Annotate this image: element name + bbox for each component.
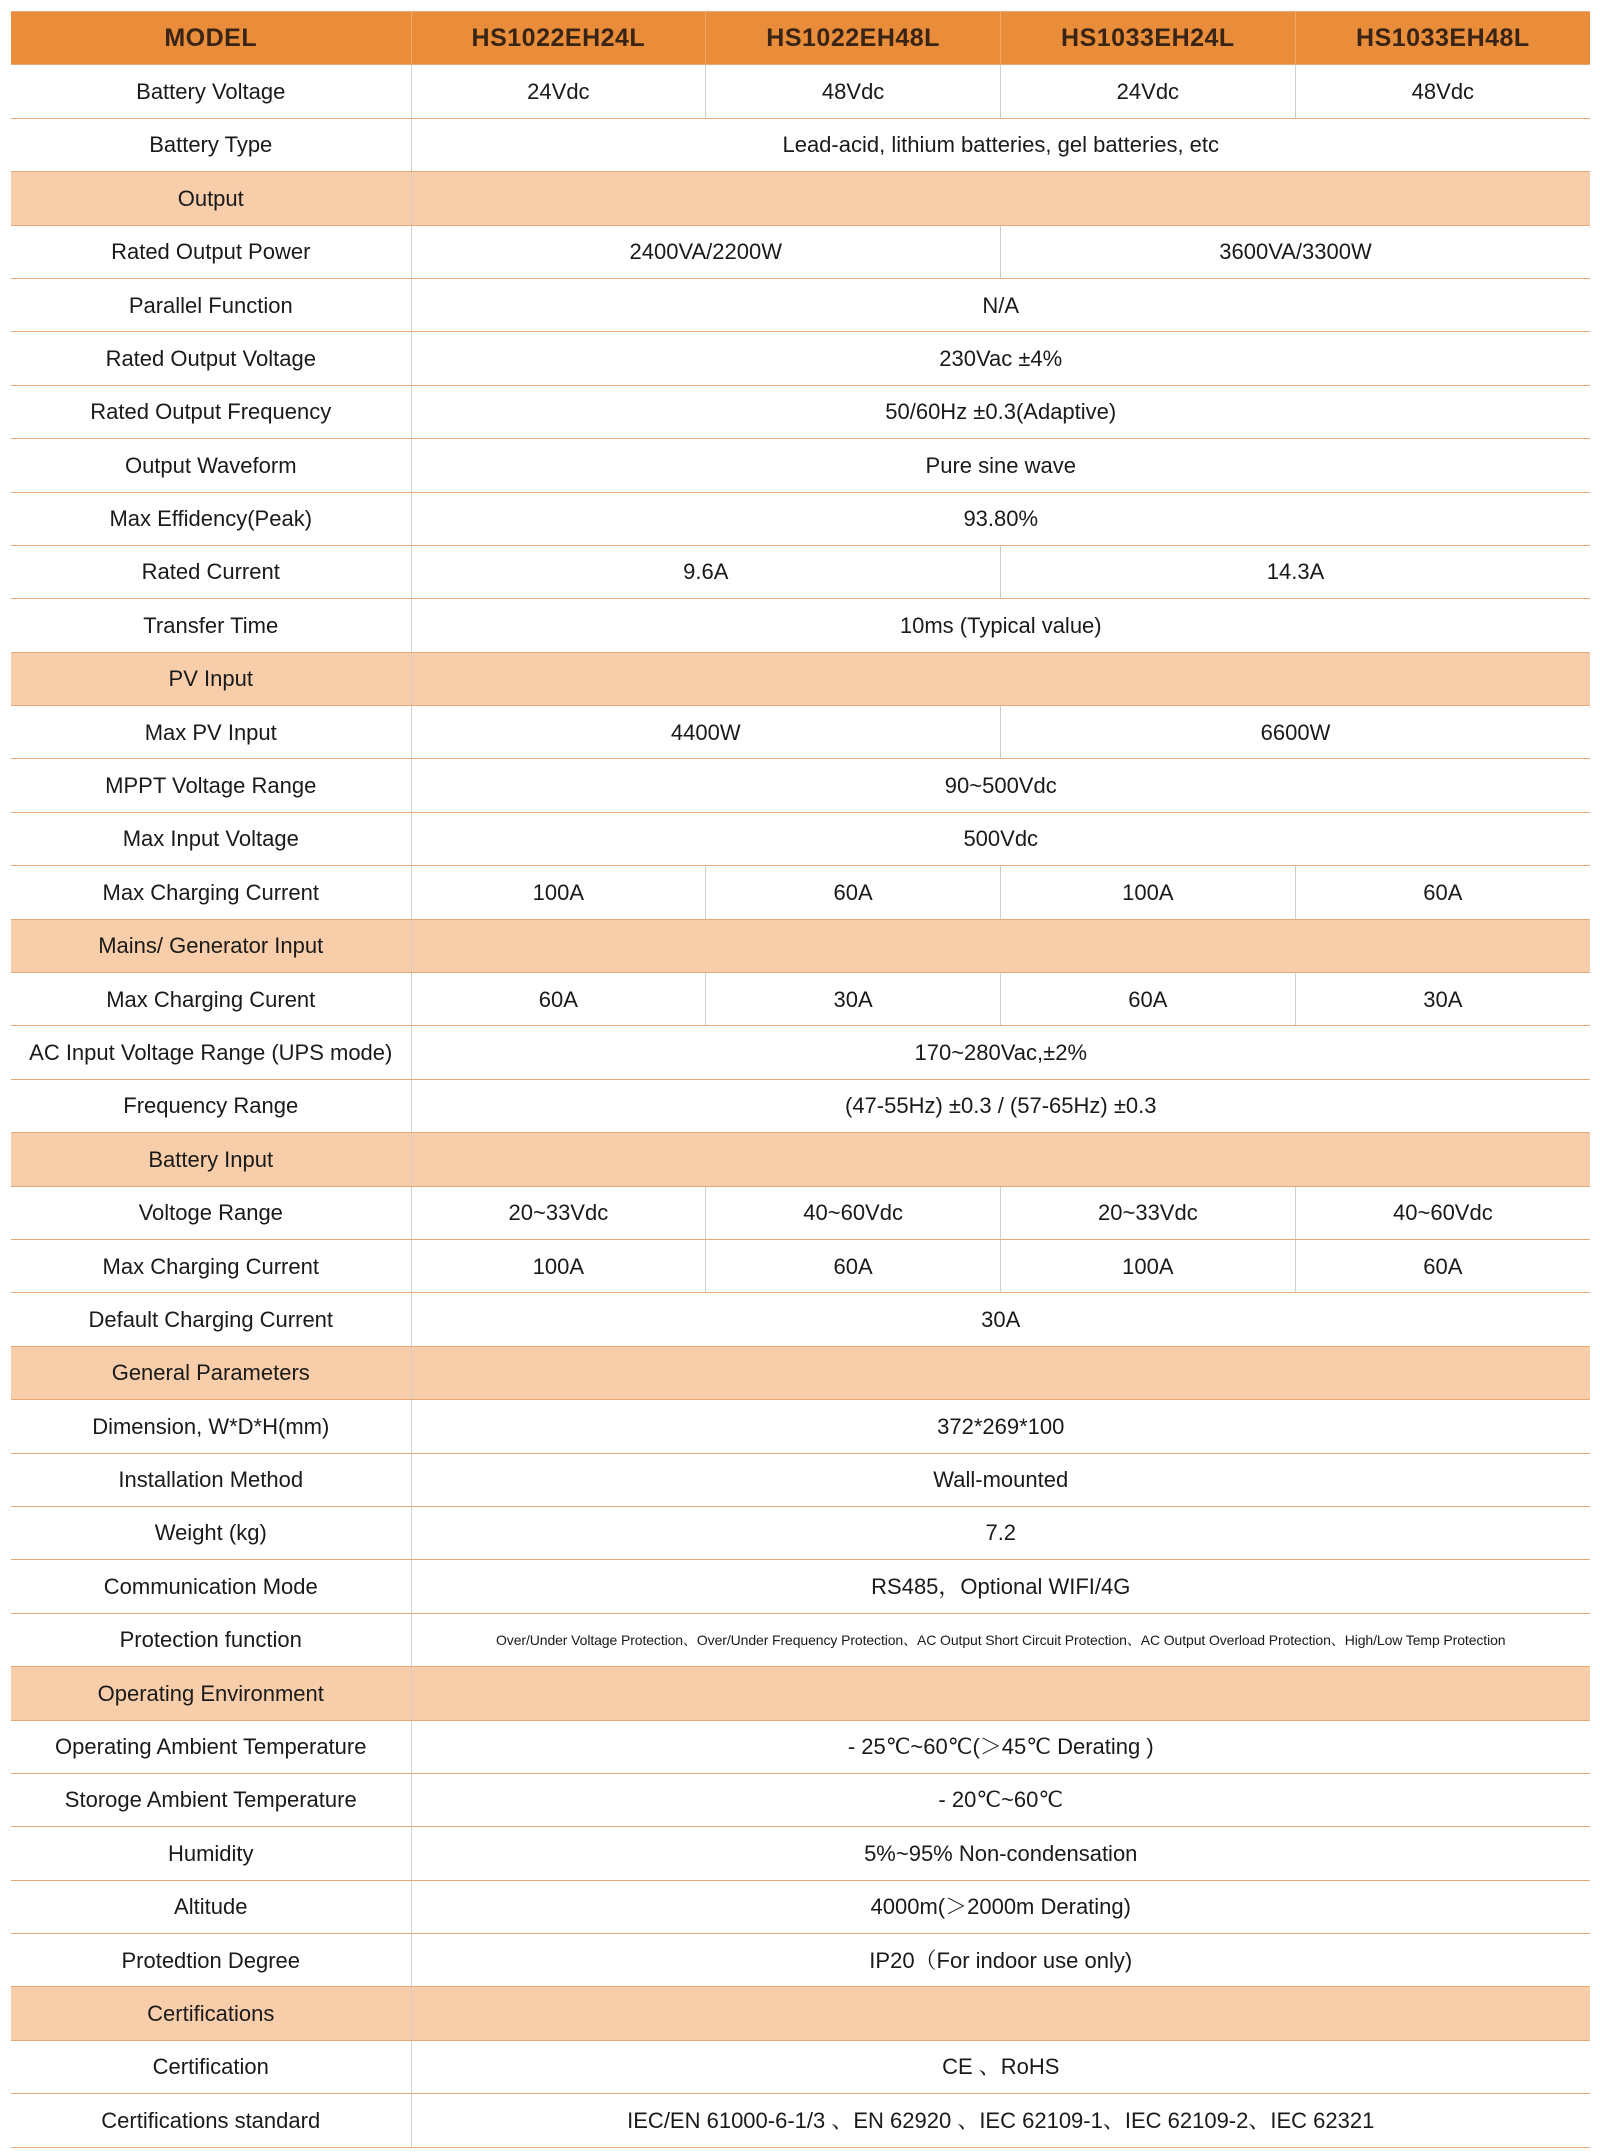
spec-label: Rated Current: [11, 545, 411, 598]
spec-row: [11, 225, 1590, 278]
section-header-row: [11, 1133, 1590, 1186]
spec-value: 60A: [1001, 973, 1296, 1026]
spec-value: IEC/EN 61000-6-1/3 、EN 62920 、IEC 62109-1、IEC 62109-2、IEC 62321: [411, 2094, 1590, 2147]
spec-value: 372*269*100: [411, 1400, 1590, 1453]
section-header-row: [11, 1667, 1590, 1720]
header-row: [11, 12, 1590, 65]
spec-label: AC Input Voltage Range (UPS mode): [11, 1026, 411, 1079]
spec-row: [11, 759, 1590, 812]
spec-value: 500Vdc: [411, 812, 1590, 865]
spec-label: Parallel Function: [11, 278, 411, 331]
spec-label: Communication Mode: [11, 1560, 411, 1613]
spec-label: Output Waveform: [11, 439, 411, 492]
spec-row: [11, 385, 1590, 438]
spec-label: Protection function: [11, 1613, 411, 1666]
spec-label: Battery Type: [11, 118, 411, 171]
spec-value: IP20（For indoor use only): [411, 1934, 1590, 1987]
spec-value: 60A: [1295, 866, 1590, 919]
spec-row: [11, 1026, 1590, 1079]
spec-label: Max PV Input: [11, 706, 411, 759]
spec-value: 50/60Hz ±0.3(Adaptive): [411, 385, 1590, 438]
spec-value: CE 、RoHS: [411, 2040, 1590, 2093]
spec-label: Max Input Voltage: [11, 812, 411, 865]
spec-label: Weight (kg): [11, 1506, 411, 1559]
spec-label: Certification: [11, 2040, 411, 2093]
model-label: MODEL: [11, 12, 411, 65]
spec-value: 93.80%: [411, 492, 1590, 545]
spec-label: Frequency Range: [11, 1079, 411, 1132]
section-title: General Parameters: [11, 1346, 411, 1399]
spec-row: [11, 599, 1590, 652]
spec-body: [11, 65, 1590, 2147]
section-fill: [411, 919, 1590, 972]
spec-value: 7.2: [411, 1506, 1590, 1559]
spec-label: Humidity: [11, 1827, 411, 1880]
spec-table: [11, 11, 1590, 2148]
section-header-row: [11, 652, 1590, 705]
section-fill: [411, 1987, 1590, 2040]
section-header-row: [11, 1987, 1590, 2040]
spec-row: [11, 1827, 1590, 1880]
spec-row: [11, 1400, 1590, 1453]
spec-row: [11, 812, 1590, 865]
spec-row: [11, 1186, 1590, 1239]
section-title: Operating Environment: [11, 1667, 411, 1720]
spec-label: Max Charging Current: [11, 1239, 411, 1292]
spec-row: [11, 278, 1590, 331]
section-fill: [411, 1346, 1590, 1399]
spec-value: 48Vdc: [706, 65, 1001, 118]
spec-value: Over/Under Voltage Protection、Over/Under Frequency Protection、AC Output Short Circuit Protection、AC Output Overload Protection、High/Low Temp Protection: [411, 1613, 1590, 1666]
spec-value: 90~500Vdc: [411, 759, 1590, 812]
spec-value: 30A: [706, 973, 1001, 1026]
section-fill: [411, 1667, 1590, 1720]
spec-value: (47-55Hz) ±0.3 / (57-65Hz) ±0.3: [411, 1079, 1590, 1132]
spec-label: MPPT Voltage Range: [11, 759, 411, 812]
spec-label: Battery Voltage: [11, 65, 411, 118]
model-name: HS1022EH48L: [706, 12, 1001, 65]
section-title: Battery Input: [11, 1133, 411, 1186]
spec-value: Wall-mounted: [411, 1453, 1590, 1506]
spec-row: [11, 65, 1590, 118]
spec-value: 3600VA/3300W: [1001, 225, 1591, 278]
section-header-row: [11, 919, 1590, 972]
spec-value: 230Vac ±4%: [411, 332, 1590, 385]
spec-row: [11, 1560, 1590, 1613]
section-fill: [411, 172, 1590, 225]
spec-row: [11, 1293, 1590, 1346]
spec-label: Installation Method: [11, 1453, 411, 1506]
section-fill: [411, 652, 1590, 705]
spec-value: 20~33Vdc: [1001, 1186, 1296, 1239]
spec-row: [11, 1880, 1590, 1933]
spec-value: 10ms (Typical value): [411, 599, 1590, 652]
spec-value: 14.3A: [1001, 545, 1591, 598]
spec-value: 60A: [706, 1239, 1001, 1292]
spec-row: [11, 1720, 1590, 1773]
spec-label: Rated Output Frequency: [11, 385, 411, 438]
spec-value: 30A: [411, 1293, 1590, 1346]
spec-value: - 25℃~60℃(＞45℃ Derating ): [411, 1720, 1590, 1773]
spec-row: [11, 1453, 1590, 1506]
spec-value: 24Vdc: [411, 65, 706, 118]
spec-value: RS485，Optional WIFI/4G: [411, 1560, 1590, 1613]
spec-label: Storoge Ambient Temperature: [11, 1773, 411, 1826]
spec-value: Lead-acid, lithium batteries, gel batteries, etc: [411, 118, 1590, 171]
spec-value: 5%~95% Non-condensation: [411, 1827, 1590, 1880]
spec-row: [11, 973, 1590, 1026]
spec-row: [11, 439, 1590, 492]
spec-value: 100A: [1001, 1239, 1296, 1292]
spec-row: [11, 706, 1590, 759]
spec-row: [11, 545, 1590, 598]
spec-row: [11, 2040, 1590, 2093]
section-header-row: [11, 1346, 1590, 1399]
spec-label: Rated Output Power: [11, 225, 411, 278]
spec-value: Pure sine wave: [411, 439, 1590, 492]
spec-value: - 20℃~60℃: [411, 1773, 1590, 1826]
spec-label: Transfer Time: [11, 599, 411, 652]
spec-value: 48Vdc: [1295, 65, 1590, 118]
spec-value: 4000m(＞2000m Derating): [411, 1880, 1590, 1933]
model-name: HS1033EH48L: [1295, 12, 1590, 65]
spec-label: Default Charging Current: [11, 1293, 411, 1346]
model-name: HS1022EH24L: [411, 12, 706, 65]
spec-value: 60A: [1295, 1239, 1590, 1292]
spec-label: Max Effidency(Peak): [11, 492, 411, 545]
spec-row: [11, 2094, 1590, 2147]
spec-value: 30A: [1295, 973, 1590, 1026]
spec-value: 60A: [706, 866, 1001, 919]
section-title: Certifications: [11, 1987, 411, 2040]
spec-label: Max Charging Curent: [11, 973, 411, 1026]
section-header-row: [11, 172, 1590, 225]
spec-row: [11, 332, 1590, 385]
spec-row: [11, 118, 1590, 171]
section-title: PV Input: [11, 652, 411, 705]
spec-value: 9.6A: [411, 545, 1001, 598]
spec-row: [11, 1613, 1590, 1666]
spec-value: 100A: [411, 866, 706, 919]
spec-label: Max Charging Current: [11, 866, 411, 919]
spec-value: 100A: [1001, 866, 1296, 919]
spec-value: 40~60Vdc: [706, 1186, 1001, 1239]
spec-row: [11, 1506, 1590, 1559]
spec-value: 100A: [411, 1239, 706, 1292]
spec-label: Altitude: [11, 1880, 411, 1933]
spec-label: Certifications standard: [11, 2094, 411, 2147]
spec-row: [11, 492, 1590, 545]
spec-row: [11, 1079, 1590, 1132]
spec-value: 2400VA/2200W: [411, 225, 1001, 278]
spec-value: N/A: [411, 278, 1590, 331]
model-name: HS1033EH24L: [1001, 12, 1296, 65]
spec-label: Protedtion Degree: [11, 1934, 411, 1987]
section-fill: [411, 1133, 1590, 1186]
section-title: Mains/ Generator Input: [11, 919, 411, 972]
spec-row: [11, 1773, 1590, 1826]
spec-value: 20~33Vdc: [411, 1186, 706, 1239]
section-title: Output: [11, 172, 411, 225]
spec-value: 40~60Vdc: [1295, 1186, 1590, 1239]
spec-label: Operating Ambient Temperature: [11, 1720, 411, 1773]
spec-row: [11, 866, 1590, 919]
spec-label: Dimension, W*D*H(mm): [11, 1400, 411, 1453]
spec-value: 6600W: [1001, 706, 1591, 759]
spec-label: Rated Output Voltage: [11, 332, 411, 385]
spec-label: Voltoge Range: [11, 1186, 411, 1239]
spec-row: [11, 1239, 1590, 1292]
spec-value: 170~280Vac,±2%: [411, 1026, 1590, 1079]
spec-row: [11, 1934, 1590, 1987]
spec-value: 4400W: [411, 706, 1001, 759]
spec-value: 60A: [411, 973, 706, 1026]
spec-value: 24Vdc: [1001, 65, 1296, 118]
